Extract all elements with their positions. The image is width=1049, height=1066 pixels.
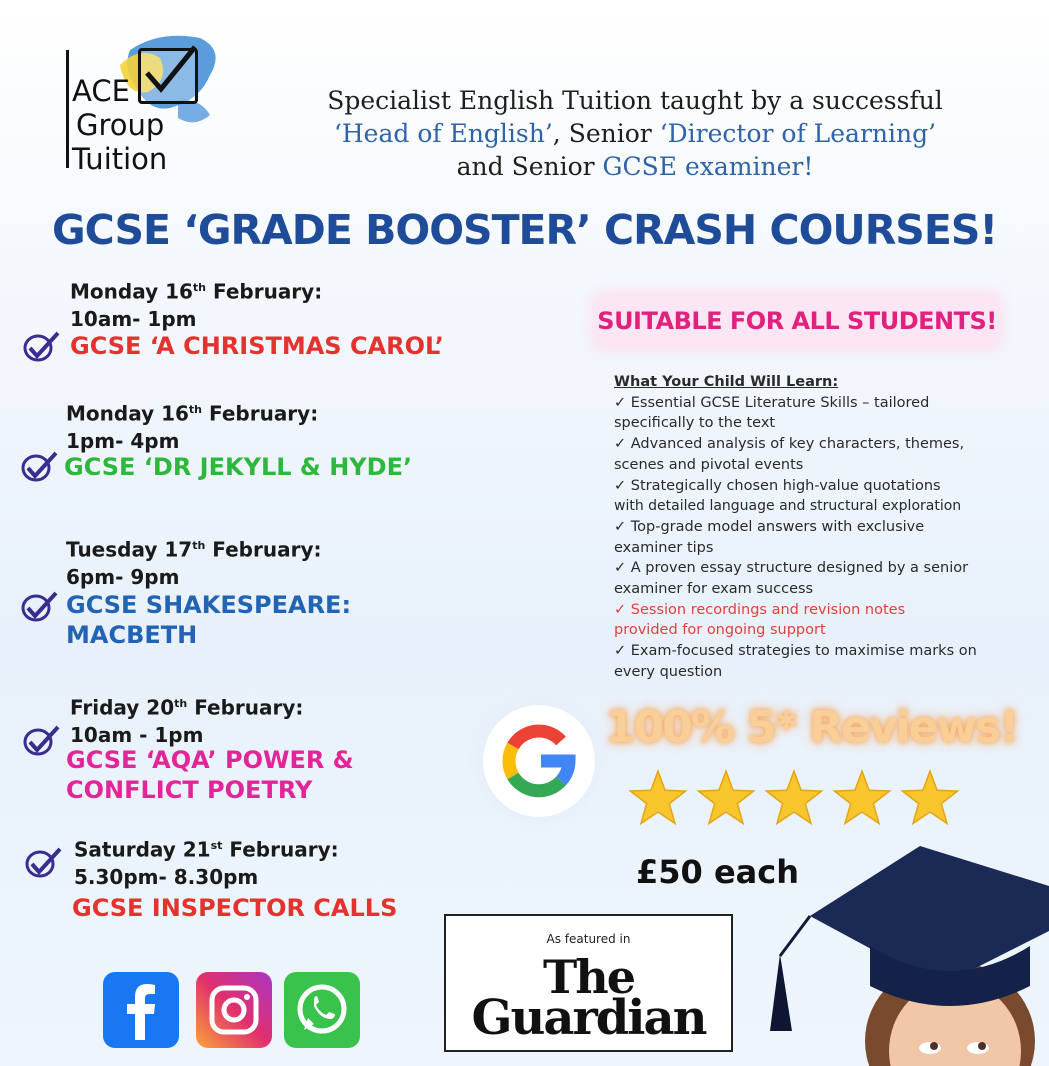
learn-line-highlight: ✓ Session recordings and revision notes — [614, 601, 906, 618]
suitable-banner — [596, 296, 998, 346]
session-date-2: Monday 16th February: 1pm- 4pm — [66, 401, 319, 453]
header-line-2-mid: , Senior — [552, 119, 660, 148]
checkmark-icon — [20, 590, 60, 624]
learn-line: ✓ Advanced analysis of key characters, themes, — [614, 436, 965, 453]
rating-stars — [628, 768, 968, 832]
whatsapp-icon[interactable] — [284, 972, 360, 1048]
session-date-1: Monday 16th February: 10am- 1pm — [70, 279, 323, 331]
star-icon — [698, 771, 753, 824]
facebook-icon[interactable] — [103, 972, 179, 1048]
suitable-text: SUITABLE FOR ALL STUDENTS! — [597, 307, 997, 335]
star-icon — [630, 771, 685, 824]
director-of-learning: ‘Director of Learning’ — [659, 119, 937, 148]
checkmark-icon — [22, 724, 62, 758]
header-line-1: Specialist English Tuition taught by a successful — [327, 86, 943, 115]
google-badge — [483, 705, 595, 817]
header-line-2 — [250, 117, 1020, 150]
learn-line: every question — [614, 663, 723, 680]
learn-line: ✓ Essential GCSE Literature Skills – tailored — [614, 394, 930, 411]
learn-heading: What Your Child Will Learn: — [614, 374, 839, 390]
instagram-icon[interactable] — [196, 972, 272, 1048]
learn-line: ✓ Top-grade model answers with exclusive — [614, 518, 925, 535]
learn-line: examiner tips — [614, 539, 714, 556]
header-text — [250, 84, 1020, 183]
learn-line: ✓ Strategically chosen high-value quotations — [614, 477, 941, 494]
price: £50 each — [636, 853, 799, 891]
learn-line: with detailed language and structural exploration — [614, 498, 962, 515]
session-date-3: Tuesday 17th February: 6pm- 9pm — [66, 537, 322, 589]
learn-line: scenes and pivotal events — [614, 456, 804, 473]
logo-line-tuition: Tuition — [72, 142, 168, 176]
checkmark-icon — [20, 450, 60, 484]
checkmark-icon — [24, 846, 64, 880]
logo-bar — [66, 50, 69, 168]
session-title-5: GCSE INSPECTOR CALLS — [72, 894, 398, 922]
guardian-badge — [444, 914, 733, 1052]
session-title-2: GCSE ‘DR JEKYLL & HYDE’ — [64, 453, 413, 481]
learn-line: ✓ Exam-focused strategies to maximise marks on — [614, 643, 977, 660]
featured-label: As featured in — [546, 932, 631, 946]
star-icon — [766, 771, 821, 824]
ace-logo — [60, 30, 230, 180]
logo-line-ace: ACE — [72, 74, 130, 108]
guardian-line-1: The — [543, 950, 634, 1004]
logo-line-group: Group — [76, 108, 165, 142]
header-line-3 — [250, 150, 1020, 183]
session-title-1: GCSE ‘A CHRISTMAS CAROL’ — [70, 332, 444, 360]
star-icon — [834, 771, 889, 824]
reviews-headline: 100% 5* Reviews! — [605, 702, 1018, 753]
checkmark-icon — [22, 330, 62, 364]
star-icon — [902, 771, 957, 824]
logo-checkbox — [138, 48, 198, 104]
session-date-4: Friday 20th February: 10am - 1pm — [70, 695, 304, 747]
learn-list — [614, 372, 1024, 683]
google-icon — [483, 705, 595, 817]
check-icon — [139, 45, 199, 95]
session-date-5: Saturday 21st February: 5.30pm- 8.30pm — [74, 837, 339, 889]
head-of-english: ‘Head of English’ — [333, 119, 553, 148]
graduation-cap-icon — [740, 836, 1049, 1066]
learn-line-highlight: provided for ongoing support — [614, 622, 826, 639]
guardian-line-2: Guardian — [471, 990, 706, 1046]
gcse-examiner: GCSE examiner! — [602, 152, 814, 181]
session-title-4: GCSE ‘AQA’ POWER & CONFLICT POETRY — [66, 746, 354, 804]
header-line-3-a: and Senior — [456, 152, 603, 181]
learn-line: examiner for exam success — [614, 581, 814, 598]
learn-line: specifically to the text — [614, 415, 776, 432]
session-title-3: GCSE SHAKESPEARE: MACBETH — [66, 591, 352, 649]
learn-line: ✓ A proven essay structure designed by a senior — [614, 560, 969, 577]
main-title: GCSE ‘GRADE BOOSTER’ CRASH COURSES! — [51, 206, 998, 254]
